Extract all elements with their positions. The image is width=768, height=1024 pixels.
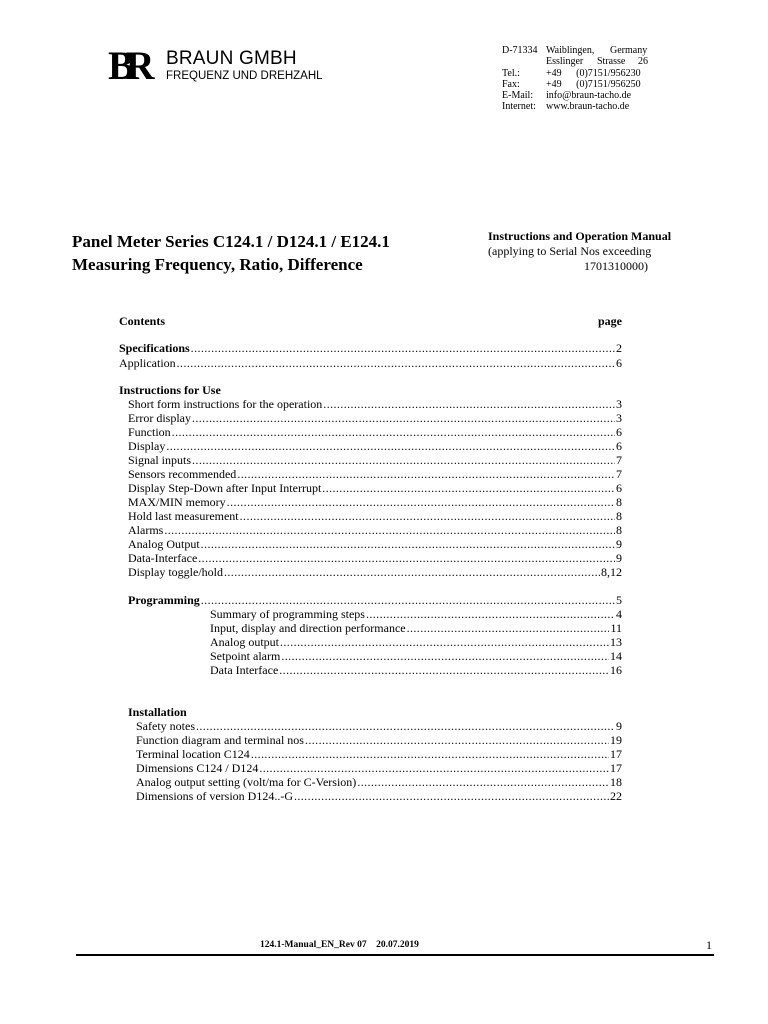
toc-entry-page: 2 bbox=[616, 341, 622, 355]
toc-entry[interactable] bbox=[210, 663, 622, 677]
toc-leader bbox=[251, 747, 609, 761]
toc-entry-specifications[interactable] bbox=[119, 341, 622, 355]
toc-entry-page: 7 bbox=[616, 467, 622, 481]
internet-label: Internet: bbox=[502, 101, 536, 113]
toc-leader bbox=[281, 649, 609, 663]
toc-leader bbox=[259, 761, 609, 775]
svg-text:BR: BR bbox=[108, 48, 146, 84]
toc-entry[interactable] bbox=[210, 607, 622, 621]
toc-entry-label: Analog output setting (volt/ma for C-Version) bbox=[136, 775, 357, 789]
toc-entry-page: 19 bbox=[610, 733, 622, 747]
city: Waiblingen, bbox=[546, 45, 595, 56]
postal-code: D-71334 bbox=[502, 45, 538, 56]
toc-entry[interactable] bbox=[128, 551, 622, 565]
toc-leader bbox=[192, 453, 615, 467]
street-word-2: Strasse bbox=[597, 56, 626, 68]
toc-entry-label: Data Interface bbox=[210, 663, 279, 677]
document-title bbox=[72, 230, 390, 276]
toc-leader bbox=[366, 607, 615, 621]
toc-entry[interactable] bbox=[128, 411, 622, 425]
toc-entry[interactable] bbox=[128, 565, 622, 579]
toc-entry-page: 17 bbox=[610, 761, 622, 775]
manual-line-3: 1701310000) bbox=[584, 259, 648, 273]
toc-entry[interactable] bbox=[128, 537, 622, 551]
fax-value: +49 (0)7151/956250 bbox=[546, 78, 641, 90]
toc-leader bbox=[177, 356, 615, 370]
installation-heading: Installation bbox=[128, 705, 187, 719]
toc-entry[interactable] bbox=[128, 439, 622, 453]
title-line-2: Measuring Frequency, Ratio, Difference bbox=[72, 255, 363, 274]
toc-entry-page: 6 bbox=[616, 425, 622, 439]
toc-entry-page: 22 bbox=[610, 789, 622, 803]
toc-leader bbox=[305, 733, 609, 747]
toc-entry-page: 6 bbox=[616, 481, 622, 495]
toc-leader bbox=[294, 789, 609, 803]
company-tagline: FREQUENZ UND DREHZAHL bbox=[166, 70, 323, 82]
toc-entry-label: Input, display and direction performance bbox=[210, 621, 406, 635]
toc-leader bbox=[192, 411, 615, 425]
manual-subtitle bbox=[488, 229, 671, 274]
toc-entry-label: Setpoint alarm bbox=[210, 649, 281, 663]
toc-leader bbox=[227, 495, 615, 509]
toc-entry-label: Analog output bbox=[210, 635, 279, 649]
braun-br-logo-icon bbox=[108, 48, 160, 84]
toc-entry-label: MAX/MIN memory bbox=[128, 495, 226, 509]
toc-entry[interactable] bbox=[136, 761, 622, 775]
toc-leader bbox=[164, 523, 615, 537]
toc-entry-page: 16 bbox=[610, 663, 622, 677]
toc-entry-label: Function diagram and terminal nos bbox=[136, 733, 304, 747]
toc-entry-page: 9 bbox=[616, 719, 622, 733]
toc-entry-page: 7 bbox=[616, 453, 622, 467]
toc-entry[interactable] bbox=[210, 649, 622, 663]
toc-leader bbox=[279, 663, 609, 677]
toc-entry-application[interactable] bbox=[119, 356, 622, 370]
toc-entry-label: Safety notes bbox=[136, 719, 195, 733]
toc-leader bbox=[196, 719, 615, 733]
toc-entry[interactable] bbox=[128, 467, 622, 481]
company-logo bbox=[108, 48, 348, 88]
footer-divider bbox=[76, 954, 714, 956]
toc-leader bbox=[407, 621, 610, 635]
toc-entry-label: Display toggle/hold bbox=[128, 565, 223, 579]
toc-entry-page: 4 bbox=[616, 607, 622, 621]
toc-leader bbox=[240, 509, 615, 523]
page-column-heading: page bbox=[598, 314, 622, 328]
toc-entry-page: 6 bbox=[616, 439, 622, 453]
toc-leader bbox=[201, 537, 615, 551]
toc-entry[interactable] bbox=[128, 453, 622, 467]
toc-entry-programming[interactable] bbox=[128, 593, 622, 607]
toc-entry-label: Signal inputs bbox=[128, 453, 192, 467]
toc-entry[interactable] bbox=[210, 635, 622, 649]
toc-leader bbox=[191, 341, 615, 355]
page-number: 1 bbox=[706, 938, 712, 952]
toc-entry-label: Programming bbox=[128, 593, 200, 607]
toc-entry-label: Error display bbox=[128, 411, 191, 425]
toc-entry[interactable] bbox=[128, 523, 622, 537]
toc-entry-label: Function bbox=[128, 425, 171, 439]
toc-entry-page: 18 bbox=[610, 775, 622, 789]
toc-entry-page: 5 bbox=[616, 593, 622, 607]
toc-entry-label: Sensors recommended bbox=[128, 467, 237, 481]
toc-entry-label: Dimensions C124 / D124 bbox=[136, 761, 259, 775]
toc-entry-page: 6 bbox=[616, 356, 622, 370]
toc-entry-page: 13 bbox=[610, 635, 622, 649]
toc-entry-page: 9 bbox=[616, 551, 622, 565]
country: Germany bbox=[610, 45, 648, 56]
toc-entry[interactable] bbox=[136, 719, 622, 733]
toc-entry-label: Specifications bbox=[119, 341, 190, 355]
instructions-heading: Instructions for Use bbox=[119, 383, 221, 397]
toc-entry-label: Analog Output bbox=[128, 537, 200, 551]
toc-entry-label: Summary of programming steps bbox=[210, 607, 365, 621]
manual-line-2: (applying to Serial Nos exceeding bbox=[488, 244, 652, 258]
toc-entry[interactable] bbox=[128, 425, 622, 439]
tel-label: Tel.: bbox=[502, 67, 520, 79]
toc-entry-label: Terminal location C124 bbox=[136, 747, 250, 761]
toc-leader bbox=[201, 593, 615, 607]
toc-entry-page: 9 bbox=[616, 537, 622, 551]
toc-entry[interactable] bbox=[210, 621, 622, 635]
toc-entry-page: 8 bbox=[616, 495, 622, 509]
toc-entry-page: 8 bbox=[616, 523, 622, 537]
toc-leader bbox=[172, 425, 615, 439]
toc-entry-label: Application bbox=[119, 356, 176, 370]
toc-entry-page: 14 bbox=[610, 649, 622, 663]
toc-entry-page: 3 bbox=[616, 397, 622, 411]
toc-entry-page: 11 bbox=[610, 621, 622, 635]
tel-value: +49 (0)7151/956230 bbox=[546, 67, 641, 79]
toc-entry[interactable] bbox=[128, 481, 622, 495]
toc-leader bbox=[322, 481, 615, 495]
toc-entry[interactable] bbox=[136, 733, 622, 747]
street-number: 26 bbox=[638, 56, 648, 68]
company-name: BRAUN GMBH bbox=[166, 48, 297, 69]
toc-leader bbox=[323, 397, 615, 411]
toc-entry-label: Short form instructions for the operation bbox=[128, 397, 323, 411]
website-link[interactable]: www.braun-tacho.de bbox=[546, 101, 630, 113]
toc-leader bbox=[198, 551, 615, 565]
email-link[interactable]: info@braun-tacho.de bbox=[546, 90, 632, 102]
street-word-1: Esslinger bbox=[546, 56, 584, 68]
fax-label: Fax: bbox=[502, 78, 520, 90]
toc-leader bbox=[166, 439, 615, 453]
toc-entry-page: 17 bbox=[610, 747, 622, 761]
manual-heading: Instructions and Operation Manual bbox=[488, 229, 672, 243]
footer-document-id: 124.1-Manual_EN_Rev 07 20.07.2019 bbox=[260, 940, 419, 950]
toc-leader bbox=[237, 467, 615, 481]
contents-heading: Contents bbox=[119, 314, 166, 328]
title-line-1: Panel Meter Series C124.1 / D124.1 / E124.1 bbox=[72, 232, 390, 251]
toc-entry-label: Alarms bbox=[128, 523, 164, 537]
toc-leader bbox=[357, 775, 609, 789]
toc-entry[interactable] bbox=[136, 747, 622, 761]
toc-entry-label: Data-Interface bbox=[128, 551, 198, 565]
toc-entry[interactable] bbox=[136, 775, 622, 789]
toc-entry[interactable] bbox=[128, 397, 622, 411]
toc-entry[interactable] bbox=[136, 789, 622, 803]
email-label: E-Mail: bbox=[502, 90, 534, 102]
toc-entry-label: Display bbox=[128, 439, 166, 453]
toc-entry[interactable] bbox=[128, 495, 622, 509]
toc-entry[interactable] bbox=[128, 509, 622, 523]
toc-entry-page: 8 bbox=[616, 509, 622, 523]
toc-leader bbox=[224, 565, 600, 579]
toc-entry-label: Dimensions of version D124..-G bbox=[136, 789, 293, 803]
toc-entry-label: Hold last measurement bbox=[128, 509, 239, 523]
toc-leader bbox=[280, 635, 609, 649]
toc-entry-label: Display Step-Down after Input Interrupt bbox=[128, 481, 322, 495]
toc-entry-page: 3 bbox=[616, 411, 622, 425]
toc-entry-page: 8,12 bbox=[601, 565, 622, 579]
